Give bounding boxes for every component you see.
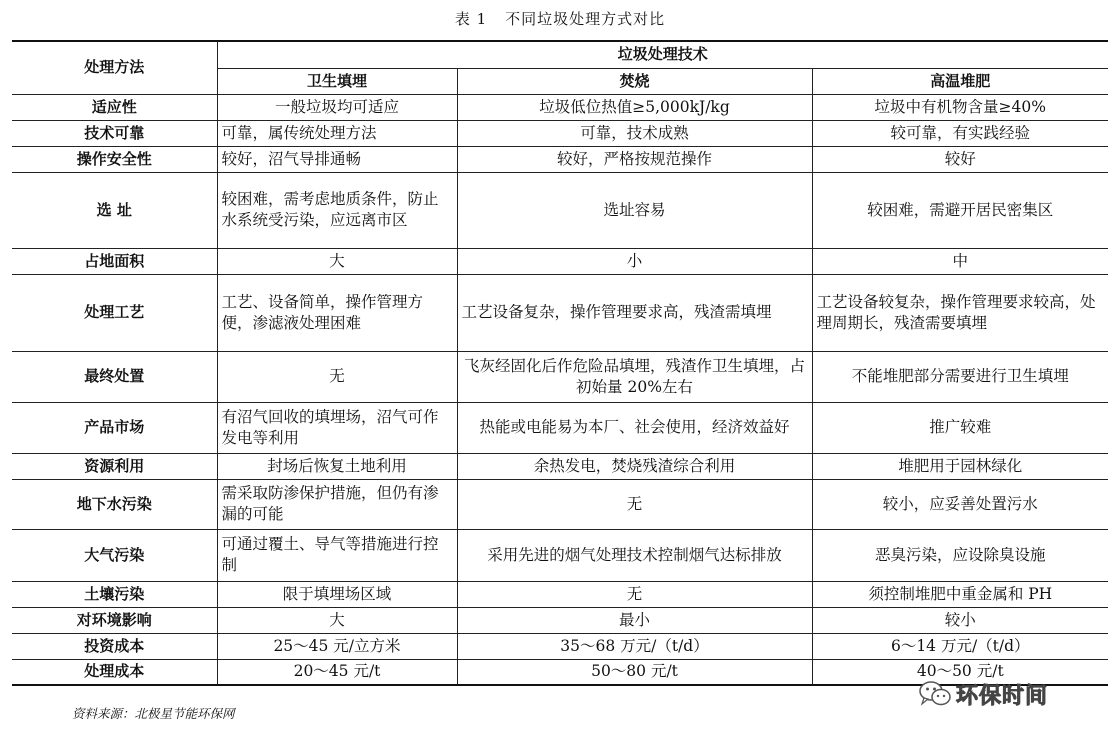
table-caption	[0, 8, 1120, 29]
table-row	[12, 248, 1108, 274]
comparison-table	[12, 40, 1108, 686]
cell-incineration: 35～68 万元/（t/d）	[457, 633, 812, 659]
cell-landfill: 25～45 元/立方米	[217, 633, 457, 659]
cell-landfill: 20～45 元/t	[217, 659, 457, 685]
cell-incineration: 飞灰经固化后作危险品填埋，残渣作卫生填埋，占初始量 20%左右	[457, 351, 812, 402]
cell-composting: 40～50 元/t	[812, 659, 1108, 685]
row-label: 处理工艺	[12, 274, 217, 351]
row-label: 选 址	[12, 172, 217, 248]
table-row	[12, 402, 1108, 453]
cell-incineration: 工艺设备复杂，操作管理要求高，残渣需填埋	[457, 274, 812, 351]
row-label: 处理成本	[12, 659, 217, 685]
cell-landfill: 工艺、设备简单，操作管理方便，渗滤液处理困难	[217, 274, 457, 351]
cell-composting: 较困难，需避开居民密集区	[812, 172, 1108, 248]
row-label: 适应性	[12, 94, 217, 120]
cell-composting: 推广较难	[812, 402, 1108, 453]
table-row	[12, 529, 1108, 581]
table-row	[12, 274, 1108, 351]
row-label: 投资成本	[12, 633, 217, 659]
cell-composting: 堆肥用于园林绿化	[812, 453, 1108, 479]
table-row	[12, 633, 1108, 659]
cell-incineration: 热能或电能易为本厂、社会使用，经济效益好	[457, 402, 812, 453]
table-row	[12, 581, 1108, 607]
cell-composting: 不能堆肥部分需要进行卫生填埋	[812, 351, 1108, 402]
column-header-incineration: 焚烧	[457, 68, 812, 94]
row-label: 操作安全性	[12, 146, 217, 172]
table-row	[12, 120, 1108, 146]
source-note: 资料来源：北极星节能环保网	[72, 706, 235, 721]
table-row	[12, 479, 1108, 529]
cell-incineration: 选址容易	[457, 172, 812, 248]
cell-composting: 较可靠，有实践经验	[812, 120, 1108, 146]
row-label: 地下水污染	[12, 479, 217, 529]
row-label: 土壤污染	[12, 581, 217, 607]
cell-landfill: 可通过覆土、导气等措施进行控制	[217, 529, 457, 581]
cell-landfill: 大	[217, 607, 457, 633]
caption-title: 不同垃圾处理方式对比	[505, 10, 666, 28]
caption-number: 表 1	[454, 10, 488, 28]
cell-incineration: 无	[457, 479, 812, 529]
cell-incineration: 小	[457, 248, 812, 274]
cell-incineration: 较好，严格按规范操作	[457, 146, 812, 172]
method-header: 处理方法	[12, 41, 217, 94]
cell-composting: 恶臭污染，应设除臭设施	[812, 529, 1108, 581]
cell-composting: 6～14 万元/（t/d）	[812, 633, 1108, 659]
row-label: 最终处置	[12, 351, 217, 402]
watermark	[918, 674, 1108, 714]
cell-landfill: 封场后恢复土地利用	[217, 453, 457, 479]
cell-incineration: 最小	[457, 607, 812, 633]
row-label: 技术可靠	[12, 120, 217, 146]
cell-incineration: 50～80 元/t	[457, 659, 812, 685]
cell-incineration: 无	[457, 581, 812, 607]
cell-composting: 较小	[812, 607, 1108, 633]
cell-landfill: 无	[217, 351, 457, 402]
watermark-text: 环保时间	[956, 683, 1049, 709]
cell-incineration: 余热发电，焚烧残渣综合利用	[457, 453, 812, 479]
cell-incineration: 可靠，技术成熟	[457, 120, 812, 146]
table-row	[12, 607, 1108, 633]
table-row	[12, 94, 1108, 120]
cell-incineration: 采用先进的烟气处理技术控制烟气达标排放	[457, 529, 812, 581]
cell-landfill: 限于填埋场区域	[217, 581, 457, 607]
cell-landfill: 有沼气回收的填埋场，沼气可作发电等利用	[217, 402, 457, 453]
cell-landfill: 较好，沼气导排通畅	[217, 146, 457, 172]
cell-composting: 工艺设备较复杂，操作管理要求较高，处理周期长，残渣需要填埋	[812, 274, 1108, 351]
table-row	[12, 172, 1108, 248]
row-label: 对环境影响	[12, 607, 217, 633]
row-label: 资源利用	[12, 453, 217, 479]
cell-landfill: 大	[217, 248, 457, 274]
cell-composting: 较小，应妥善处置污水	[812, 479, 1108, 529]
cell-landfill: 可靠，属传统处理方法	[217, 120, 457, 146]
table-row	[12, 146, 1108, 172]
cell-landfill: 一般垃圾均可适应	[217, 94, 457, 120]
wechat-icon	[918, 679, 952, 709]
cell-composting: 垃圾中有机物含量≥40%	[812, 94, 1108, 120]
table-row	[12, 453, 1108, 479]
column-header-composting: 高温堆肥	[812, 68, 1108, 94]
header-row-top	[12, 41, 1108, 68]
table-row	[12, 351, 1108, 402]
cell-landfill: 需采取防渗保护措施，但仍有渗漏的可能	[217, 479, 457, 529]
row-label: 产品市场	[12, 402, 217, 453]
row-label: 大气污染	[12, 529, 217, 581]
group-header: 垃圾处理技术	[217, 41, 1108, 68]
cell-landfill: 较困难，需考虑地质条件，防止水系统受污染，应远离市区	[217, 172, 457, 248]
cell-composting: 较好	[812, 146, 1108, 172]
row-label: 占地面积	[12, 248, 217, 274]
cell-composting: 须控制堆肥中重金属和 PH	[812, 581, 1108, 607]
cell-incineration: 垃圾低位热值≥5,000kJ/kg	[457, 94, 812, 120]
column-header-landfill: 卫生填埋	[217, 68, 457, 94]
cell-composting: 中	[812, 248, 1108, 274]
